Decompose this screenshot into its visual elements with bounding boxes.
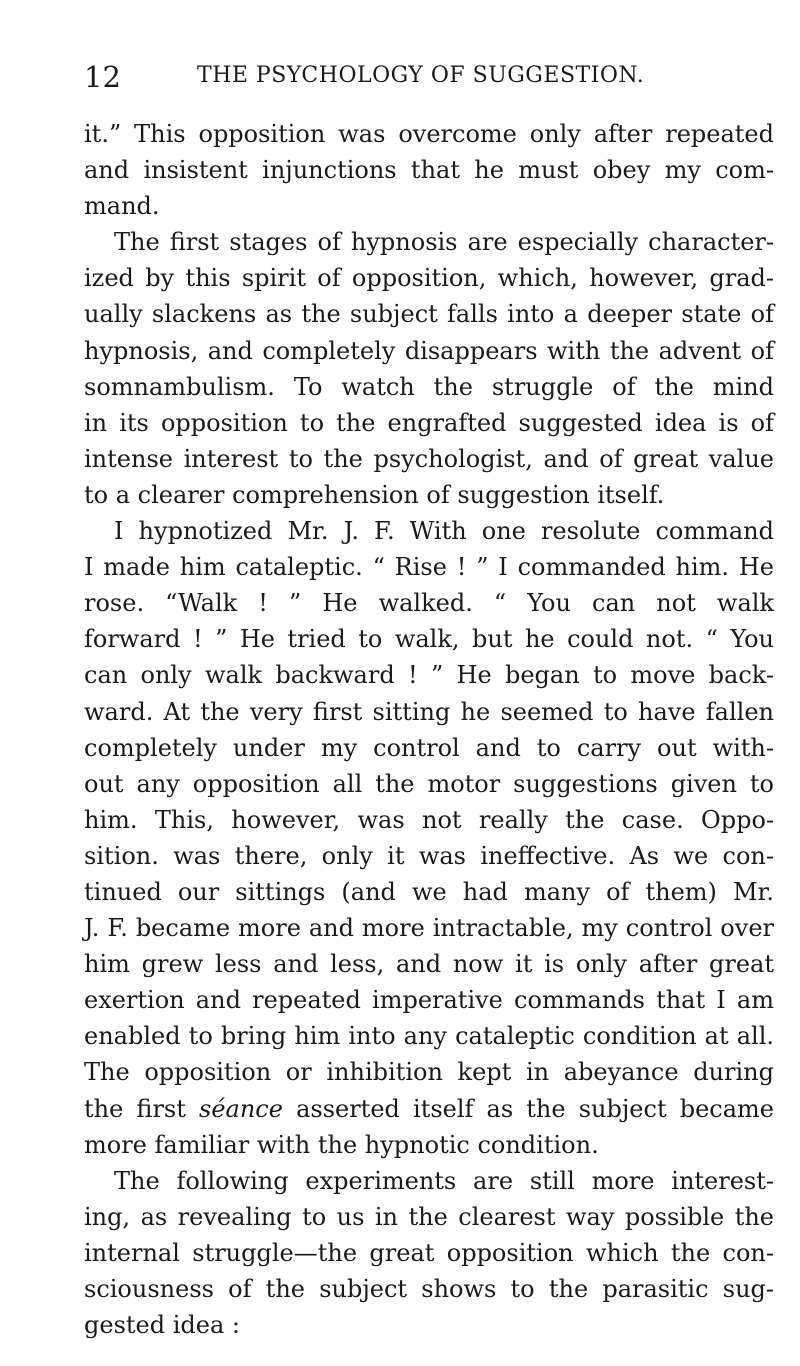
text-line: The following experiments are still more interest- [114,1166,774,1195]
text-line: to a clearer comprehension of suggestion itself. [84,480,665,509]
text-line: I hypnotized Mr. J. F. With one resolute command [114,517,774,546]
running-title: THE PSYCHOLOGY OF SUGGESTION. [197,63,645,88]
text-line: exertion and repeated imperative commands that I am [84,986,774,1015]
text-line: enabled to bring him into any cataleptic condition at all. [84,1022,774,1051]
text-line: hypnosis, and completely disappears with the advent of [84,336,774,365]
paragraph [84,116,774,224]
text-line: The opposition or inhibition kept in abeyance during [84,1058,774,1087]
text-line: ward. At the very first sitting he seemed to have fallen [84,697,774,726]
text-line: mand. [84,192,160,221]
text-line: sciousness of the subject shows to the parasitic sug- [84,1275,774,1303]
italic-word: séance [199,1094,283,1123]
text-line: somnambulism. To watch the struggle of the mind [84,372,774,401]
text-line: in its opposition to the engrafted suggested idea is of [84,408,774,437]
text-line: gested idea : [84,1311,240,1340]
text-line: ually slackens as the subject falls into a deeper state of [84,300,774,329]
text-line: The first stages of hypnosis are especially character- [114,228,774,257]
paragraph [84,224,774,513]
text-line: out any opposition all the motor suggestions given to [84,769,774,798]
text-line: rose. “Walk ! ” He walked. “ You can not walk [84,589,774,618]
text-line: ized by this spirit of opposition, which, however, grad- [84,264,774,293]
text-line: the first séance asserted itself as the subject became [84,1094,774,1123]
text-line: it.” This opposition was overcome only after repeated [84,120,774,148]
text-line: intense interest to the psychologist, and of great value [84,444,774,473]
body-text [84,116,774,1343]
page-number: 12 [84,60,121,94]
text-line: him grew less and less, and now it is only after great [84,950,774,979]
text-line: ing, as revealing to us in the clearest way possible the [84,1202,774,1231]
paragraph [84,1163,774,1343]
text-line: tinued our sittings (and we had many of them) Mr. [84,877,774,906]
paragraph [84,513,774,1163]
text-line: him. This, however, was not really the case. Oppo- [84,805,774,834]
text-line: internal struggle—the great opposition which the con- [84,1238,774,1267]
text-line: I made him cataleptic. “ Rise ! ” I commanded him. He [84,553,774,582]
running-head [84,60,774,100]
text-line: can only walk backward ! ” He began to move back- [84,661,774,690]
text-line: and insistent injunctions that he must obey my com- [84,156,774,185]
text-line: forward ! ” He tried to walk, but he could not. “ You [84,625,774,654]
text-line: more familiar with the hypnotic condition. [84,1130,599,1159]
text-line: completely under my control and to carry out with- [84,733,774,762]
text-line: J. F. became more and more intractable, my control over [84,914,774,943]
text-line: sition. was there, only it was ineffective. As we con- [84,841,774,870]
